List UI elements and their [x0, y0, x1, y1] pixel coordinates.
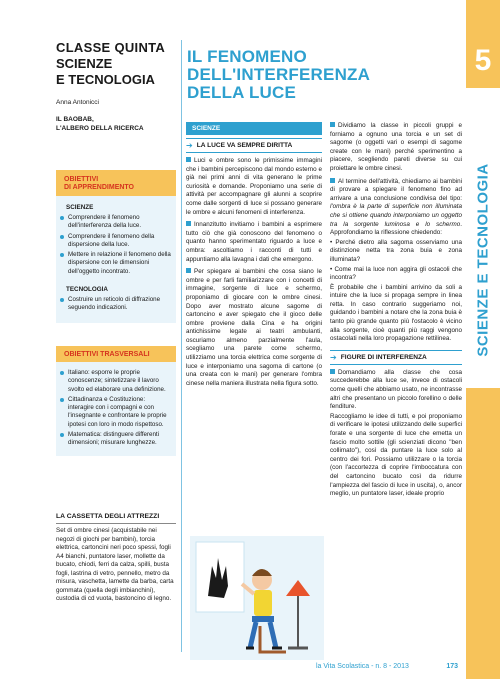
science-objectives-label: SCIENZE — [66, 204, 94, 211]
list-item: Mettere in relazione il fenomeno della dispersione con le dimensioni dell'oggetto incontrato. — [59, 251, 172, 276]
column-divider — [181, 40, 182, 652]
paragraph: Per spiegare ai bambini che cosa siano le ombre e per farli familiarizzare con i concetti di immagine, sorgente di luce e schermo, proponiamo di giocare con le ombre cinesi. Dopo aver mostrato alcune sagome di cartoncino e aver spiegato che il gioco delle ombre proviene dalla Cina e ha origini antichissime legate ai teatri ambulanti, oscuriamo almeno parzialmente l'aula, scegliamo una parete come schermo, utilizziamo una torcia elettrica come sorgente di luce e interponiamo una sagoma di cartone (o una creata con le mani) per generare l'ombra cinese nella maniera illustrata nella figura sotto. — [186, 268, 322, 387]
square-bullet-icon — [330, 369, 335, 374]
paragraph: È probabile che i bambini arrivino da soli a intuire che la luce si propaga sempre in linea retta. In caso contrario suggeriamo noi, guidando i bambini a notare che la zona buia è tanto più grande quanto più l'ostacolo è vicino alla sorgente, cioè quanti più raggi vengono ostacolati nella loro propagazione rettilinea. — [330, 283, 462, 343]
list-item: Costruire un reticolo di diffrazione seguendo indicazioni. — [59, 296, 172, 313]
paragraph: Al termine dell'attività, chiediamo ai bambini di provare a spiegare il fenomeno fino ad arrivare a una conclusione condivisa del tipo: l'ombra è la parte di superficie non illuminata che si ottiene quando interponiamo un oggetto tra la sorgente luminosa e lo schermo. Approfondiamo la riflessione chiedendo: — [330, 177, 462, 237]
square-bullet-icon — [186, 221, 191, 226]
objectives-box — [56, 170, 176, 323]
series-title: IL BAOBAB, L'ALBERO DELLA RICERCA — [56, 116, 144, 132]
subject-line-1: SCIENZE — [56, 56, 113, 71]
toolbox-section — [56, 513, 176, 604]
arrow-right-icon: ➔ — [186, 141, 193, 150]
tech-objectives-list — [56, 296, 176, 323]
illustration-svg — [190, 536, 324, 660]
paragraph: Raccogliamo le idee di tutti, e poi proponiamo di verificare le ipotesi utilizzando delle superfici forate e una sorgente di luce che emetta un fascio molto sottile (gli scienziati dicono "ben collimato"), così da puntare la luce solo al centro dei fori. Possiamo utilizzare o la torcia (con l'accortezza di coprire l'imboccatura con del cartoncino bucato così da ridurre l'ampiezza del fascio di luce in uscita), o, ancor meglio, un puntatore laser, ideale proprio — [330, 412, 462, 498]
list-item: Comprendere il fenomeno della dispersione della luce. — [59, 233, 172, 250]
square-bullet-icon — [330, 178, 335, 183]
child-shirt — [254, 590, 272, 616]
right-column — [330, 122, 462, 499]
paragraph: Domandiamo alla classe che cosa succederebbe alla luce se, invece di ostacoli come quelli che abbiamo usato, ne incontrasse altri che presentano un piccolo forellino o delle fenditure. — [330, 368, 462, 411]
toolbox-text: Set di ombre cinesi (acquistabile nei negozi di giochi per bambini), torcia elettrica, cartoncini neri poco spessi, fogli A4 bianchi, puntatore laser, mollette da bucato, chiodi, ferri da calza, spilli, busta fogli, lastrina di vetro, pennello, metro da misura, vaschetta, lamette da barba, carta gommata (quella degli imbianchini), custodia di cd vuota, bastoncino di legno. — [56, 527, 174, 602]
author-name: Anna Antonicci — [56, 99, 100, 106]
square-bullet-icon — [330, 122, 335, 127]
transversal-heading: OBIETTIVI TRASVERSALI — [56, 346, 176, 362]
page-footer — [316, 663, 458, 670]
section-heading: ➔ FIGURE DI INTERFERENZA — [330, 350, 462, 365]
arrow-right-icon: ➔ — [330, 352, 337, 362]
paragraph: Dividiamo la classe in piccoli gruppi e forniamo a ognuno una torcia e un set di sagome (o oggetti vari o esempi di sagome create con le mani) perché sperimentino a piacere, scegliendo pareti diverse su cui proiettare le ombre cinesi. — [330, 122, 462, 172]
list-item: Cittadinanza e Costituzione: interagire con i compagni e con l'insegnante e confrontare le proprie ipotesi con loro in modo rispettoso. — [59, 396, 172, 429]
subject-line-2: E TECNOLOGIA — [56, 72, 155, 87]
chapter-number: 5 — [474, 44, 492, 77]
square-bullet-icon — [186, 157, 191, 162]
vertical-subject-label: SCIENZE E TECNOLOGIA — [474, 163, 492, 357]
magazine-name: la Vita Scolastica - n. 8 - 2013 — [316, 663, 409, 670]
transversal-list — [56, 362, 176, 448]
article-title: IL FENOMENO DELL'INTERFERENZA DELLA LUCE — [187, 47, 371, 102]
question: • Perché dietro alla sagoma osserviamo una distinzione netta tra zona buia e zona illuminata? — [330, 238, 462, 263]
toolbox-heading: LA CASSETTA DEGLI ATTREZZI — [56, 513, 176, 524]
middle-column — [186, 122, 322, 388]
class-label: CLASSE QUINTA — [56, 40, 166, 55]
list-item: Matematica: distinguere differenti dimensioni; misurare lunghezze. — [59, 431, 172, 448]
list-item: Italiano: esporre le proprie conoscenze; sintetizzare il lavoro svolto ed elaborare una definizione. — [59, 369, 172, 394]
list-item: Comprendere il fenomeno dell'interferenza della luce. — [59, 214, 172, 231]
paragraph: Innanzitutto invitiamo i bambini a esprimere tutto ciò che già conoscono del fenomeno o quanto hanno sperimentato riguardo a luce e ombra: ascoltiamo i racconti di tutti e appuntiamo alla lavagna i dati che emergono. — [186, 221, 322, 263]
shadow-puppet-illustration — [190, 536, 324, 660]
science-objectives-list — [56, 214, 176, 276]
question: • Come mai la luce non aggira gli ostacoli che incontra? — [330, 265, 462, 282]
header-block — [56, 40, 174, 133]
transversal-objectives-box — [56, 346, 176, 456]
section-heading: ➔ LA LUCE VA SEMPRE DIRITTA — [186, 138, 322, 153]
paragraph: Luci e ombre sono le primissime immagini che i bambini percepiscono dal mondo esterno e già nei primi anni di vita generano le prime curiosità e domande. Proponiamo una serie di attività per accompagnare gli alunni a scoprire come dalle sorgenti di luce si possano generare le ombre e alcuni fenomeni di interferenza. — [186, 157, 322, 216]
lamp-shade — [286, 580, 310, 596]
square-bullet-icon — [186, 268, 191, 273]
page-number: 173 — [446, 663, 458, 670]
objectives-heading: OBIETTIVI DI APPRENDIMENTO — [56, 170, 176, 196]
science-tag: SCIENZE — [186, 122, 322, 135]
tech-objectives-label: TECNOLOGIA — [66, 286, 108, 294]
